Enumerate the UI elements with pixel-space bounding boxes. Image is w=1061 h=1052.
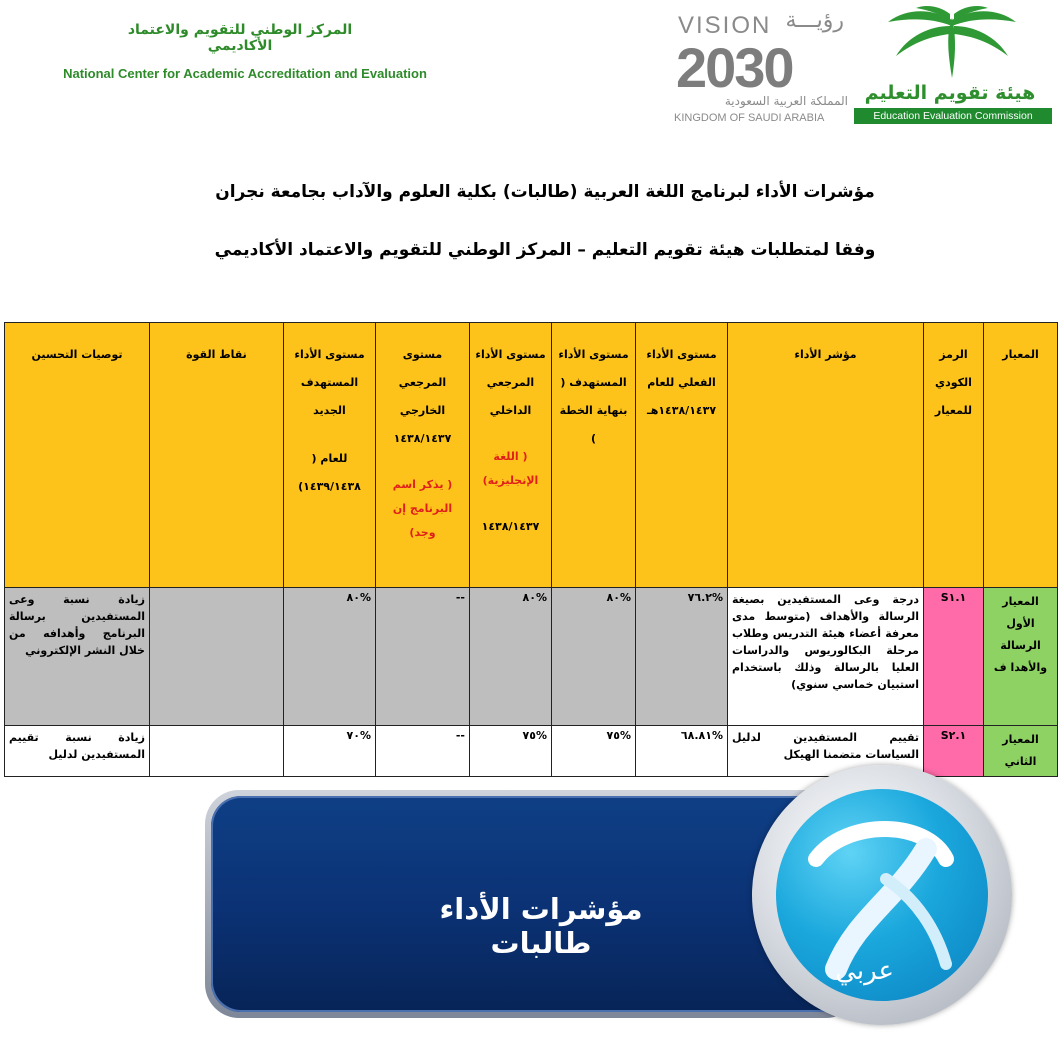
header-new-target-year: للعام ( ١٤٣٩/١٤٣٨) <box>298 452 361 493</box>
header-external <box>376 323 470 588</box>
vision-2030-logo <box>672 8 850 126</box>
row-target: %٨٠ <box>552 588 636 726</box>
table-header-row <box>5 323 1058 588</box>
document-subtitle: وفقا لمتطلبات هيئة تقويم التعليم – المركز الوطني للتقويم والاعتماد الأكاديمي <box>214 240 876 260</box>
header-external-label: مستوى المرجعي الخارجي ١٤٣٨/١٤٣٧ <box>393 348 452 445</box>
kingdom-en-text: KINGDOM OF SAUDI ARABIA <box>674 112 825 124</box>
header-internal-label: مستوى الأداء المرجعي الداخلي <box>475 348 546 417</box>
arabic-program-badge <box>752 765 1012 1025</box>
row-code: S١.١ <box>924 588 984 726</box>
header-actual: مستوى الأداء الفعلي للعام ١٤٣٨/١٤٣٧هـ <box>636 323 728 588</box>
vision-ar-text: رؤيـــة <box>785 8 844 33</box>
header-strengths: نقاط القوة <box>150 323 284 588</box>
badge-emblem-icon <box>776 789 988 1001</box>
row-new-target: %٨٠ <box>284 588 376 726</box>
header-indicator: مؤشر الأداء <box>728 323 924 588</box>
kingdom-ar-text: المملكة العربية السعودية <box>724 94 848 108</box>
row-actual: %٧٦.٢ <box>636 588 728 726</box>
header-target: مستوى الأداء المستهدف ( بنهاية الخطة ) <box>552 323 636 588</box>
vision-year: 2030 <box>676 36 793 99</box>
table-row <box>5 588 1058 726</box>
row-recommendation: زيادة نسبة تقييم المستفيدين لدليل <box>5 726 150 777</box>
eec-logo <box>852 4 1052 126</box>
header-internal-year: ١٤٣٨/١٤٣٧ <box>481 520 540 533</box>
row-external: -- <box>376 726 470 777</box>
eec-english-name: Education Evaluation Commission <box>854 108 1052 124</box>
row-indicator: تقييم المستفيدين لدليل السياسات متضمنا الهيكل <box>728 726 924 777</box>
row-target: %٧٥ <box>552 726 636 777</box>
row-recommendation: زيادة نسبة وعى المستفيدين برسالة البرنامج وأهدافه من خلال النشر الإلكتروني <box>5 588 150 726</box>
row-code: S٢.١ <box>924 726 984 777</box>
vision-en-text: VISION <box>678 12 772 39</box>
ncaae-arabic-name: المركز الوطني للتقويم والاعتماد الأكاديمي <box>127 22 353 54</box>
row-standard: المعيار الثاني <box>984 726 1058 777</box>
row-indicator: درجة وعى المستفيدين بصيغة الرسالة والأهداف (متوسط مدى معرفة أعضاء هيئة التدريس وطلاب مرحلة البكالوريوس والدراسات العليا بالرسالة وذلك باستخدام استبيان خماسي سنوي) <box>728 588 924 726</box>
header-standard: المعيار <box>984 323 1058 588</box>
row-strengths <box>150 588 284 726</box>
row-internal: %٧٥ <box>470 726 552 777</box>
palm-icon <box>882 4 1022 84</box>
row-actual: %٦٨.٨١ <box>636 726 728 777</box>
row-new-target: %٧٠ <box>284 726 376 777</box>
ncaae-english-name: National Center for Academic Accreditation and Evaluation <box>63 66 427 81</box>
header-code: الرمز الكودي للمعيار <box>924 323 984 588</box>
row-strengths <box>150 726 284 777</box>
banner-title: مؤشرات الأداء طالبات <box>439 892 643 960</box>
header-new-target <box>284 323 376 588</box>
header-external-note: ( يذكر اسم البرنامج إن وجد) <box>392 478 453 539</box>
header-new-target-label: مستوى الأداء المستهدف الجديد <box>294 348 365 417</box>
kpi-table <box>4 322 1058 777</box>
arabic-calligraphy-icon <box>776 789 988 1001</box>
header-internal-note: ( اللغة الإنجليزية) <box>482 450 539 487</box>
row-standard: المعيار الأول الرسالة والأهدا ف <box>984 588 1058 726</box>
eec-arabic-name: هيئة تقويم التعليم <box>864 82 1036 104</box>
header-internal <box>470 323 552 588</box>
header-recommendations: توصيات التحسين <box>5 323 150 588</box>
row-internal: %٨٠ <box>470 588 552 726</box>
badge-text: عربي <box>835 956 894 986</box>
document-title: مؤشرات الأداء لبرنامج اللغة العربية (طالبات) بكلية العلوم والآداب بجامعة نجران <box>215 182 875 202</box>
row-external: -- <box>376 588 470 726</box>
